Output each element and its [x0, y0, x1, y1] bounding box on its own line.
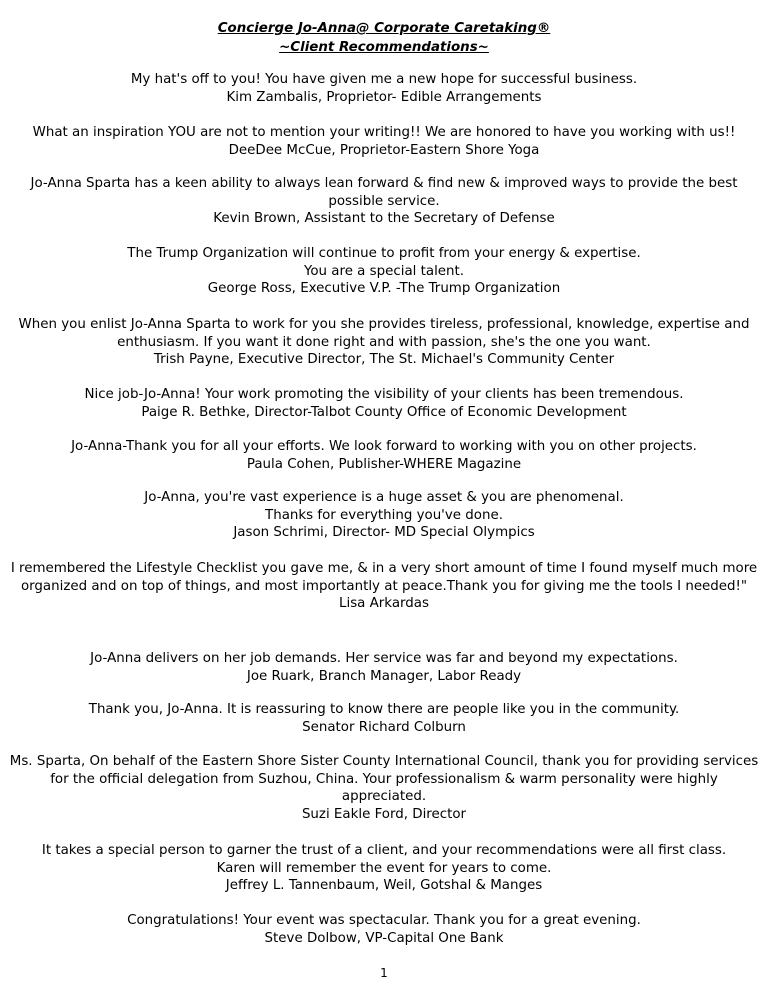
recommendation-author: Trish Payne, Executive Director, The St. Michael's Community Center — [153, 352, 615, 368]
recommendation-quote: The Trump Organization will continue to profit from your energy & expertise. — [127, 246, 641, 261]
recommendation-quote: Jo-Anna-Thank you for all your efforts. We look forward to working with you on other projects. — [71, 439, 697, 454]
recommendation — [8, 71, 760, 106]
recommendation — [8, 386, 760, 421]
recommendation-author: Jason Schrimi, Director- MD Special Olympics — [233, 525, 535, 541]
recommendation — [8, 124, 760, 159]
recommendation-author: Kevin Brown, Assistant to the Secretary of Defense — [213, 211, 555, 227]
recommendation-quote: Jo-Anna, you're vast experience is a huge asset & you are phenomenal. — [144, 490, 624, 505]
recommendation-quote: When you enlist Jo-Anna Sparta to work for you she provides tireless, professional, knowledge, expertise and enthusiasm. If you want it done right and with passion, she's the one you want. — [18, 317, 750, 350]
recommendation — [8, 912, 760, 947]
recommendation-author: Paula Cohen, Publisher-WHERE Magazine — [246, 456, 522, 472]
document-subtitle: ~Client Recommendations~ — [279, 40, 489, 55]
recommendation — [8, 489, 760, 542]
recommendation-quote: Ms. Sparta, On behalf of the Eastern Shore Sister County International Council, thank you for providing services for the official delegation from Suzhou, China. Your professionalism & warm personality were highly appreciated. — [9, 754, 759, 805]
recommendation — [8, 316, 760, 369]
document-header — [0, 19, 768, 57]
recommendation-quote-continued: Thanks for everything you've done. — [265, 507, 503, 523]
recommendation — [8, 701, 760, 736]
recommendation — [8, 438, 760, 473]
recommendation-author: Senator Richard Colburn — [302, 719, 466, 735]
recommendation-author: Steve Dolbow, VP-Capital One Bank — [264, 930, 504, 946]
recommendation-author: Kim Zambalis, Proprietor- Edible Arrangements — [226, 89, 542, 105]
recommendation — [8, 560, 760, 613]
recommendation — [8, 650, 760, 685]
recommendation-quote: Nice job-Jo-Anna! Your work promoting the visibility of your clients has been tremendous. — [84, 387, 684, 402]
recommendation-quote: My hat's off to you! You have given me a new hope for successful business. — [130, 72, 638, 87]
recommendation-quote: I remembered the Lifestyle Checklist you gave me, & in a very short amount of time I found myself much more organized and on top of things, and most importantly at peace.Thank you for giving me the tools I needed!" — [10, 561, 758, 594]
recommendation-quote: What an inspiration YOU are not to mention your writing!! We are honored to have you working with us!! DeeDee McCue, Proprietor-Eastern Shore Yoga — [32, 125, 736, 158]
recommendation-quote: Congratulations! Your event was spectacular. Thank you for a great evening. — [127, 913, 641, 928]
recommendation-author: George Ross, Executive V.P. -The Trump Organization — [207, 281, 561, 297]
recommendation-quote: Jo-Anna Sparta has a keen ability to always lean forward & find new & improved ways to provide the best possible service. — [30, 176, 738, 209]
recommendation-author: Joe Ruark, Branch Manager, Labor Ready — [246, 668, 522, 684]
recommendation — [8, 245, 760, 298]
recommendation-author: Suzi Eakle Ford, Director — [301, 806, 467, 822]
recommendation-quote: It takes a special person to garner the trust of a client, and your recommendations were all first class. — [41, 843, 727, 858]
recommendation-author: Lisa Arkardas — [339, 596, 429, 612]
recommendation-author: Paige R. Bethke, Director-Talbot County Office of Economic Development — [141, 404, 627, 420]
recommendation-quote-continued: Karen will remember the event for years to come. — [216, 860, 552, 876]
recommendation-quote: Thank you, Jo-Anna. It is reassuring to know there are people like you in the community. — [88, 702, 680, 717]
document-title: Concierge Jo-Anna@ Corporate Caretaking® — [217, 21, 551, 36]
recommendation-quote-continued: You are a special talent. — [303, 263, 465, 279]
recommendation — [8, 842, 760, 895]
recommendation — [8, 753, 760, 823]
page-number: 1 — [380, 966, 388, 980]
recommendation — [8, 175, 760, 228]
recommendation-quote: Jo-Anna delivers on her job demands. Her service was far and beyond my expectations. — [90, 651, 678, 666]
recommendation-author: Jeffrey L. Tannenbaum, Weil, Gotshal & Manges — [225, 878, 543, 894]
